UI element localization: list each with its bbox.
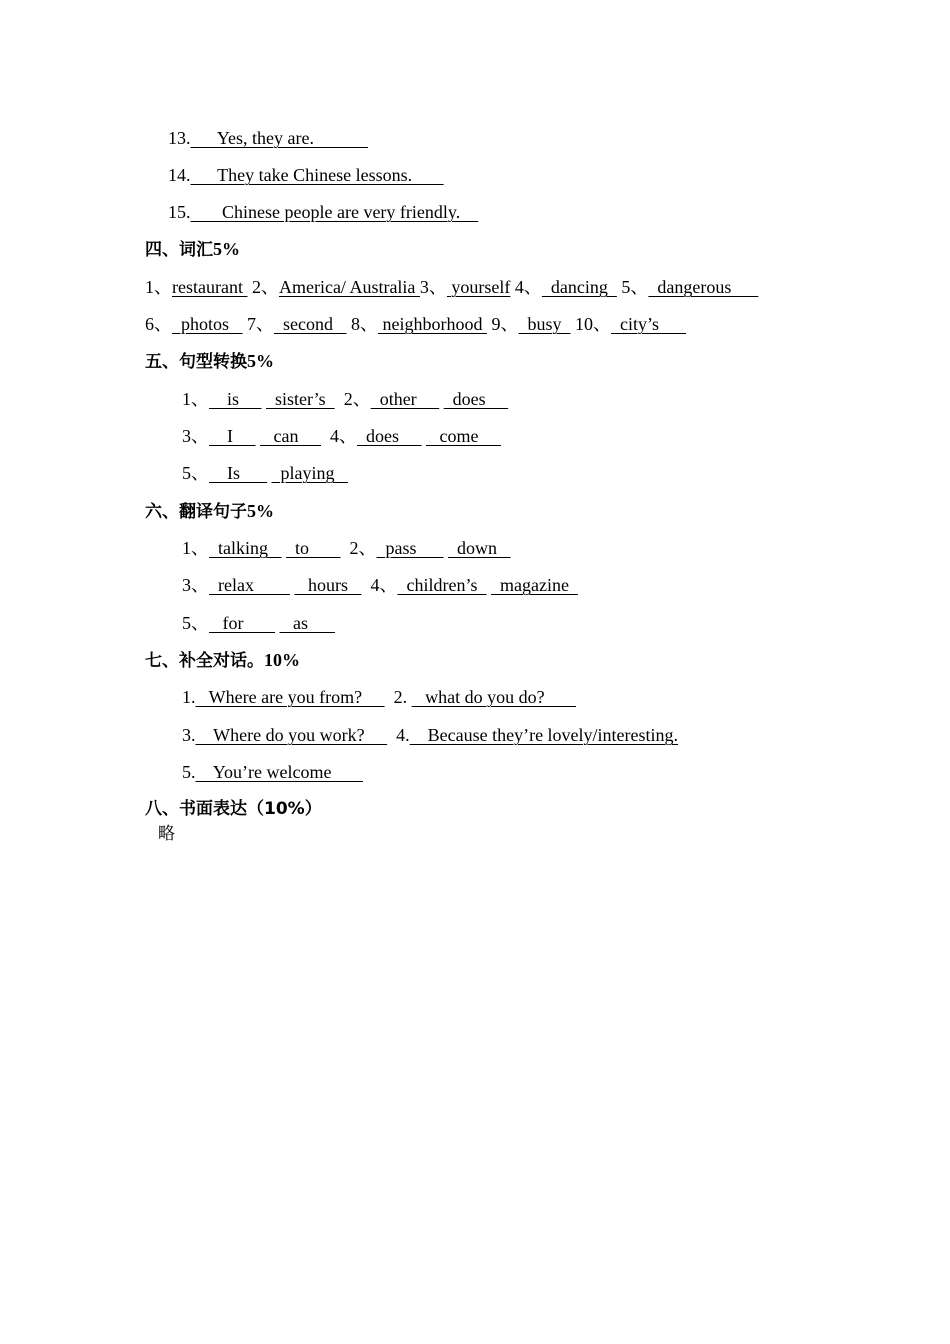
section-title: 四、词汇 [145,240,213,260]
answer-blank: for [209,613,275,633]
item-number: 3、 [182,426,209,446]
item-number: 5. [182,762,196,782]
answer-blank: busy [518,314,571,334]
section-percent: 5% [247,501,274,521]
section-title: 七、补全对话。 [145,651,264,671]
item-number: 3、 [419,277,447,297]
section-5-heading [145,350,274,373]
section-6-heading [145,500,274,523]
answer-blank: yourself [446,277,511,297]
answer-blank: is [209,389,262,409]
item-number: 5、 [616,277,649,297]
section-percent: 5% [213,239,240,259]
answer-blank: can [260,426,321,446]
section-title: 八、书面表达 [145,799,247,819]
answer-blank: does [356,426,422,446]
answer-blank: Yes, they are. [190,128,368,148]
answer-blank: as [279,613,335,633]
answer-blank: down [448,538,511,558]
item-number: 1、 [145,277,172,297]
item-number: 1、 [182,389,209,409]
answer-blank: Where are you from? [195,687,385,707]
item-number: 4、 [361,575,398,595]
answer-blank: city’s [611,314,686,334]
answer-14 [168,164,444,186]
item-number: 13. [168,128,191,148]
section-4-row-1 [145,276,758,298]
answer-blank: They take Chinese lessons. [190,165,444,185]
section-percent: 5% [247,351,274,371]
answer-blank: does [443,389,509,409]
section-8-body: 略 [158,824,175,844]
answer-blank: neighborhood [378,314,487,334]
answer-blank: children’s [397,575,487,595]
item-number: 4、 [510,277,542,297]
section-percent: （10%） [247,799,322,819]
section-7-row-3 [182,761,363,783]
answer-blank: You’re welcome [195,762,363,782]
item-number: 2、 [340,538,377,558]
answer-blank: restaurant [172,277,248,297]
item-number: 1. [182,687,196,707]
item-number: 5、 [182,463,209,483]
section-7-row-2 [182,724,678,746]
answer-15 [168,201,478,223]
section-8-heading [145,798,322,820]
item-number: 14. [168,165,191,185]
item-number: 2. [384,687,412,707]
section-7-heading [145,649,300,672]
item-number: 3、 [182,575,209,595]
item-number: 3. [182,725,196,745]
item-number: 15. [168,202,191,222]
section-4-row-2 [145,313,686,335]
answer-blank: sister’s [266,389,335,409]
item-number: 8、 [346,314,378,334]
answer-blank: other [370,389,440,409]
section-6-row-3 [182,612,335,634]
item-number: 2、 [247,277,279,297]
section-4-heading [145,238,240,261]
answer-blank: magazine [490,575,578,595]
answer-blank: to [286,538,341,558]
answer-blank: hours [294,575,362,595]
answer-blank: I [209,426,256,446]
answer-blank: America/ Australia [278,277,420,297]
answer-blank: come [425,426,501,446]
answer-blank: playing [271,463,348,483]
item-number: 4、 [320,426,357,446]
section-7-row-1 [182,686,576,708]
item-number: 5、 [182,613,209,633]
item-number: 7、 [242,314,275,334]
section-title: 六、翻译句子 [145,502,247,522]
item-number: 10、 [570,314,611,334]
item-number: 1、 [182,538,209,558]
section-percent: 10% [264,650,300,670]
answer-blank: dangerous [648,277,759,297]
section-title: 五、句型转换 [145,352,247,372]
answer-blank: photos [172,314,243,334]
answer-blank: Where do you work? [195,725,388,745]
answer-blank: dancing [541,277,617,297]
item-number: 6、 [145,314,172,334]
answer-blank: second [274,314,347,334]
section-5-row-3 [182,462,348,484]
answer-blank: Chinese people are very friendly. [190,202,479,222]
answer-blank: Because they’re lovely/interesting. [409,725,679,745]
section-5-row-1 [182,388,508,410]
item-number: 9、 [486,314,519,334]
section-6-row-2 [182,574,578,596]
answer-blank: relax [209,575,290,595]
section-6-row-1 [182,537,511,559]
answer-blank: what do you do? [411,687,577,707]
item-number: 2、 [334,389,371,409]
section-5-row-2 [182,425,501,447]
answer-blank: Is [209,463,267,483]
answer-blank: pass [376,538,444,558]
item-number: 4. [387,725,410,745]
answer-13 [168,127,368,149]
answer-blank: talking [209,538,282,558]
